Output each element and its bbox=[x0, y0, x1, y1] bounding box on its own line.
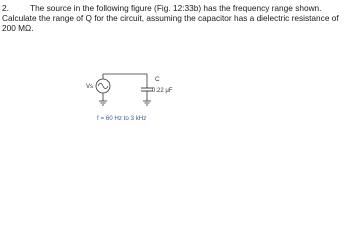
capacitor-ground-icon bbox=[143, 101, 151, 105]
capacitor-value: 0.22 μF bbox=[152, 88, 173, 94]
ac-source-icon bbox=[96, 79, 110, 93]
problem-text-2: Calculate the range of Q for the circuit, assuming the capacitor has a dielectric resistance of bbox=[2, 13, 339, 23]
source-ground-icon bbox=[99, 101, 107, 105]
problem-number: 2. bbox=[2, 3, 9, 13]
capacitor-name: C bbox=[155, 76, 160, 83]
source-label: Vs bbox=[86, 84, 94, 90]
problem-text-3: 200 MΩ. bbox=[2, 23, 34, 33]
frequency-caption: f = 60 Hz to 3 kHz bbox=[97, 115, 147, 122]
problem-text-1: The source in the following figure (Fig. 12:33b) has the frequency range shown. bbox=[30, 3, 322, 13]
